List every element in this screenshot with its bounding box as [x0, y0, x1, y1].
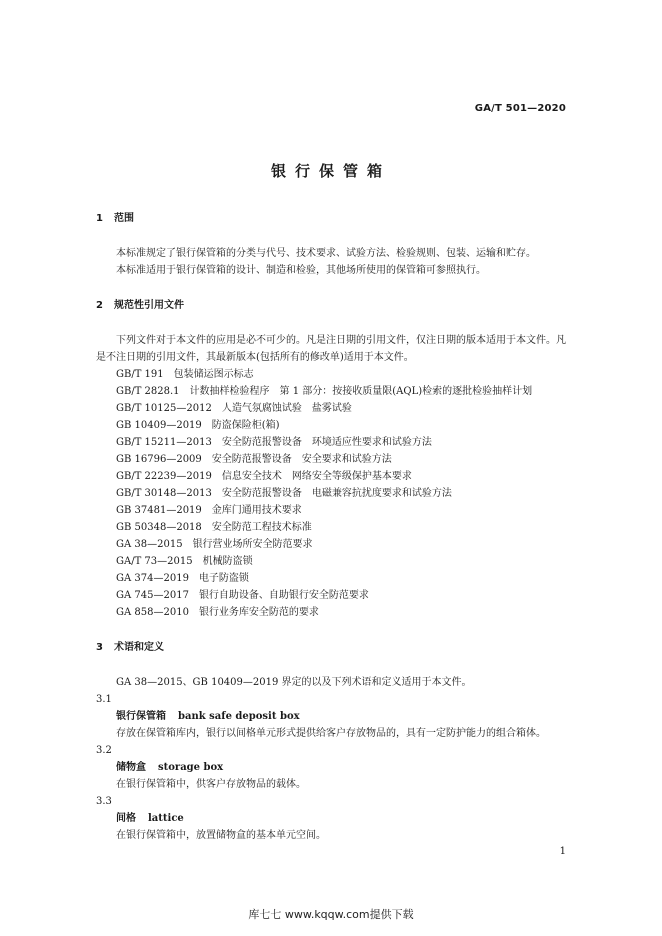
reference-item — [96, 434, 572, 451]
reference-title: 银行自助设备、自助银行安全防范要求 — [198, 590, 369, 601]
reference-title: 人造气氛腐蚀试验 盐雾试验 — [221, 403, 352, 414]
reference-item — [96, 519, 572, 536]
reference-title: 银行营业场所安全防范要求 — [192, 539, 313, 550]
reference-code: GB/T 15211—2013 — [116, 437, 212, 448]
reference-item — [96, 383, 572, 400]
reference-code: GA 38—2015 — [116, 539, 183, 550]
section-heading-normative-references — [96, 297, 572, 314]
reference-item — [96, 604, 572, 621]
paragraph: GA 38—2015、GB 10409—2019 界定的以及下列术语和定义适用于本文件。 — [116, 677, 472, 688]
document-title: 银行保管箱 — [270, 162, 391, 180]
reference-code: GB 50348—2018 — [116, 522, 202, 533]
reference-code: GB/T 30148—2013 — [116, 488, 212, 499]
term-definition: 在银行保管箱中，供客户存放物品的载体。 — [116, 779, 306, 790]
reference-code: GB/T 2828.1 — [116, 386, 180, 397]
reference-title: 安全防范报警设备 环境适应性要求和试验方法 — [221, 437, 432, 448]
reference-title: 机械防盗锁 — [202, 556, 253, 567]
reference-item — [96, 587, 572, 604]
document-body — [96, 210, 572, 844]
term-number: 3.2 — [96, 745, 112, 756]
term-entry — [96, 742, 572, 793]
reference-item — [96, 553, 572, 570]
reference-code: GA/T 73—2015 — [116, 556, 193, 567]
term-heading — [96, 810, 572, 827]
reference-title: 信息安全技术 网络安全等级保护基本要求 — [221, 471, 412, 482]
reference-title: 安全防范工程技术标准 — [211, 522, 312, 533]
reference-item — [96, 417, 572, 434]
reference-code: GB 37481—2019 — [116, 505, 202, 516]
reference-title: 防盗保险柜(箱) — [211, 420, 280, 431]
term-definition: 在银行保管箱中，放置储物盒的基本单元空间。 — [116, 830, 326, 841]
reference-title: 安全防范报警设备 电磁兼容抗扰度要求和试验方法 — [221, 488, 452, 499]
page-number: 1 — [559, 846, 566, 857]
reference-item — [96, 400, 572, 417]
section-title: 规范性引用文件 — [114, 300, 184, 311]
reference-code: GA 858—2010 — [116, 607, 189, 618]
reference-code: GB/T 10125—2012 — [116, 403, 212, 414]
section-number: 2 — [96, 300, 103, 311]
reference-code: GB/T 22239—2019 — [116, 471, 212, 482]
term-number: 3.1 — [96, 694, 112, 705]
reference-title: 金库门通用技术要求 — [211, 505, 302, 516]
term-definition: 存放在保管箱库内，银行以间格单元形式提供给客户存放物品的，具有一定防护能力的组合箱体。 — [116, 728, 546, 739]
paragraph: 本标准规定了银行保管箱的分类与代号、技术要求、试验方法、检验规则、包装、运输和贮存。 — [116, 248, 536, 259]
term-english: lattice — [148, 813, 184, 824]
term-heading — [96, 759, 572, 776]
reference-item — [96, 451, 572, 468]
reference-item — [96, 366, 572, 383]
section-heading-scope — [96, 210, 572, 227]
reference-title: 包装储运图示标志 — [173, 369, 254, 380]
reference-title: 计数抽样检验程序 第 1 部分：按接收质量限(AQL)检索的逐批检验抽样计划 — [189, 386, 533, 397]
reference-title: 电子防盗锁 — [198, 573, 249, 584]
term-english: bank safe deposit box — [178, 711, 300, 722]
reference-code: GB 10409—2019 — [116, 420, 202, 431]
reference-item — [96, 468, 572, 485]
section-number: 3 — [96, 642, 103, 653]
term-entry — [96, 793, 572, 844]
reference-item — [96, 502, 572, 519]
reference-item — [96, 570, 572, 587]
reference-code: GB 16796—2009 — [116, 454, 202, 465]
term-english: storage box — [158, 762, 224, 773]
section-title: 术语和定义 — [114, 642, 164, 653]
reference-code: GB/T 191 — [116, 369, 164, 380]
term-chinese: 间格 — [116, 813, 136, 824]
reference-code: GA 374—2019 — [116, 573, 189, 584]
paragraph: 本标准适用于银行保管箱的设计、制造和检验，其他场所使用的保管箱可参照执行。 — [116, 265, 486, 276]
term-chinese: 储物盒 — [116, 762, 146, 773]
section-title: 范围 — [114, 213, 134, 224]
term-chinese: 银行保管箱 — [116, 711, 166, 722]
section-heading-terms-and-definitions — [96, 639, 572, 656]
section-number: 1 — [96, 213, 103, 224]
reference-code: GA 745—2017 — [116, 590, 189, 601]
reference-list — [96, 366, 572, 621]
download-watermark[interactable]: 库七七 www.kqqw.com提供下载 — [248, 908, 414, 921]
reference-title: 银行业务库安全防范的要求 — [198, 607, 319, 618]
term-entry — [96, 691, 572, 742]
reference-item — [96, 485, 572, 502]
reference-title: 安全防范报警设备 安全要求和试验方法 — [211, 454, 392, 465]
term-heading — [96, 708, 572, 725]
paragraph: 下列文件对于本文件的应用是必不可少的。凡是注日期的引用文件，仅注日期的版本适用于本文件。凡是不注日期的引用文件，其最新版本(包括所有的修改单)适用于本文件。 — [96, 335, 566, 363]
term-number: 3.3 — [96, 796, 112, 807]
standard-code: GA/T 501—2020 — [474, 103, 566, 114]
reference-item — [96, 536, 572, 553]
